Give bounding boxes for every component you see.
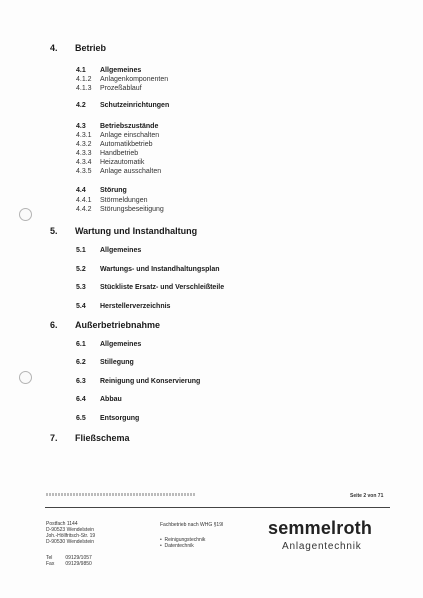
section-title: Betriebszustände (100, 123, 159, 130)
section-number: 4.3 (76, 123, 86, 130)
chapter-number: 5. (50, 226, 58, 236)
subsection-number: 4.1.2 (76, 76, 92, 83)
chapter-number: 4. (50, 43, 58, 53)
company-address (46, 521, 95, 545)
address-line: D-90523 Wendelstein (46, 527, 94, 533)
certification-text: Fachbetrieb nach WHG §19l (160, 522, 224, 528)
section-number: 5.1 (76, 247, 86, 254)
subsection-number: 4.3.3 (76, 150, 92, 157)
services-list (160, 537, 205, 549)
service-item: • Reinigungstechnik (160, 537, 206, 543)
subsection-title: Anlage einschalten (100, 132, 160, 139)
section-number: 6.1 (76, 341, 86, 348)
section-number: 5.4 (76, 303, 86, 310)
file-reference-mark (46, 493, 196, 496)
service-item: • Datentechnik (160, 543, 194, 549)
subsection-number: 4.4.1 (76, 197, 92, 204)
subsection-number: 4.1.3 (76, 85, 92, 92)
subsection-number: 4.3.1 (76, 132, 92, 139)
service-label: Datentechnik (164, 543, 194, 549)
page-number: Seite 2 von 71 (350, 493, 384, 499)
chapter-title: Fließschema (75, 433, 130, 443)
section-title: Wartungs- und Instandhaltungsplan (100, 266, 220, 273)
section-title: Stillegung (100, 359, 134, 366)
address-line: D-90530 Wendelstein (46, 539, 94, 545)
subsection-title: Automatikbetrieb (100, 141, 153, 148)
address-line: Postfach 1144 (46, 521, 78, 527)
fax-number: 09129/9850 (65, 561, 92, 567)
section-title: Herstellerverzeichnis (100, 303, 171, 310)
address-line: Joh.-Höllfritsch-Str. 19 (46, 533, 96, 539)
section-title: Allgemeines (100, 341, 142, 348)
subsection-number: 4.3.4 (76, 159, 92, 166)
subsection-title: Anlagenkomponenten (100, 76, 169, 83)
section-number: 4.4 (76, 187, 86, 194)
section-number: 6.3 (76, 378, 86, 385)
chapter-number: 7. (50, 433, 58, 443)
subsection-title: Handbetrieb (100, 150, 139, 157)
company-contact (46, 555, 92, 567)
section-title: Schutzeinrichtungen (100, 102, 170, 109)
section-title: Allgemeines (100, 67, 142, 74)
section-number: 6.2 (76, 359, 86, 366)
punch-hole (19, 371, 32, 384)
fax-label: Fax (46, 561, 55, 567)
chapter-title: Betrieb (75, 43, 107, 53)
section-number: 5.3 (76, 284, 86, 291)
section-number: 6.4 (76, 396, 86, 403)
section-title: Allgemeines (100, 247, 142, 254)
phone-label: Tel (46, 555, 53, 561)
service-label: Reinigungstechnik (164, 537, 206, 543)
section-title: Stückliste Ersatz- und Verschleißteile (100, 284, 225, 291)
footer-divider (45, 507, 390, 508)
subsection-title: Heizautomatik (100, 159, 145, 166)
section-number: 4.1 (76, 67, 86, 74)
company-logo-subtitle: Anlagentechnik (282, 541, 362, 552)
section-title: Störung (100, 187, 127, 194)
phone-number: 09129/1057 (65, 555, 92, 561)
chapter-title: Außerbetriebnahme (75, 320, 161, 330)
section-number: 5.2 (76, 266, 86, 273)
section-title: Entsorgung (100, 415, 140, 422)
section-title: Reinigung und Konservierung (100, 378, 201, 385)
chapter-title: Wartung und Instandhaltung (75, 226, 198, 236)
subsection-number: 4.3.5 (76, 168, 92, 175)
punch-hole (19, 208, 32, 221)
subsection-number: 4.3.2 (76, 141, 92, 148)
subsection-title: Störmeldungen (100, 197, 148, 204)
section-number: 4.2 (76, 102, 86, 109)
chapter-number: 6. (50, 320, 58, 330)
fax-line (46, 561, 92, 567)
subsection-title: Anlage ausschalten (100, 168, 162, 175)
section-title: Abbau (100, 396, 122, 403)
company-logo-name: semmelroth (268, 518, 373, 538)
subsection-title: Störungsbeseitigung (100, 206, 164, 213)
subsection-number: 4.4.2 (76, 206, 92, 213)
section-number: 6.5 (76, 415, 86, 422)
subsection-title: Prozeßablauf (100, 85, 142, 92)
